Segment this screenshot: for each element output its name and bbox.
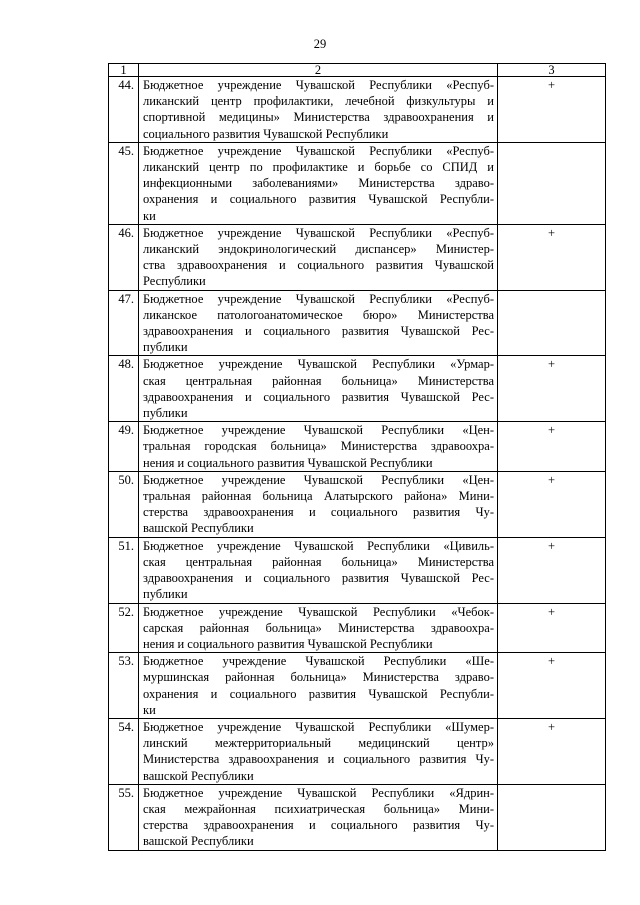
table-row xyxy=(109,784,606,850)
institution-name-line: публики xyxy=(143,340,188,355)
institution-name-line: Бюджетное учреждение Чувашской Республики «Респуб- xyxy=(143,143,494,158)
institution-name-line: ликанское патологоанатомическое бюро» Министерства xyxy=(143,307,494,322)
institution-name-line: ликанский центр профилактики, лечебной физкультуры и xyxy=(143,94,494,109)
row-mark: + xyxy=(498,356,606,422)
institution-name-line: нения и социального развития Чувашской Республики xyxy=(143,636,433,651)
row-number: 48. xyxy=(109,356,139,422)
institution-name-line: ликанский эндокринологический диспансер» Министер- xyxy=(143,242,494,257)
institution-name xyxy=(139,356,498,422)
row-mark xyxy=(498,290,606,356)
institution-name-line: линский межтерриториальный медицинский центр» xyxy=(143,736,494,751)
row-number: 49. xyxy=(109,422,139,472)
row-mark: + xyxy=(498,537,606,603)
institution-name xyxy=(139,784,498,850)
institution-name-line: Бюджетное учреждение Чувашской Республики «Цен- xyxy=(143,472,494,487)
institution-name-line: охранения и социального развития Чувашской Республи- xyxy=(143,686,494,701)
institution-name xyxy=(139,142,498,224)
institution-name-line: охранения и социального развития Чувашской Республи- xyxy=(143,192,494,207)
table-row xyxy=(109,290,606,356)
header-col-1: 1 xyxy=(109,64,139,77)
institution-name-line: Бюджетное учреждение Чувашской Республики «Урмар- xyxy=(143,357,494,372)
institution-name-line: стерства здравоохранения и социального развития Чу- xyxy=(143,818,494,833)
institution-name-line: вашской Республики xyxy=(143,768,254,783)
institution-name-line: ская межрайонная психиатрическая больница» Мини- xyxy=(143,801,494,816)
table-header-row xyxy=(109,64,606,77)
table-row xyxy=(109,471,606,537)
institution-name-line: социального развития Чувашской Республики xyxy=(143,126,389,141)
institution-name-line: нения и социального развития Чувашской Республики xyxy=(143,455,433,470)
table-row xyxy=(109,224,606,290)
institution-name-line: Бюджетное учреждение Чувашской Республики «Ше- xyxy=(143,654,494,669)
row-mark xyxy=(498,142,606,224)
row-number: 52. xyxy=(109,603,139,653)
institution-name-line: сарская районная больница» Министерства здравоохра- xyxy=(143,620,494,635)
institution-name xyxy=(139,77,498,143)
institutions-table xyxy=(108,63,606,851)
table-row xyxy=(109,356,606,422)
row-number: 54. xyxy=(109,718,139,784)
institution-name-line: Бюджетное учреждение Чувашской Республики «Цивиль- xyxy=(143,538,494,553)
institution-name xyxy=(139,603,498,653)
institution-name xyxy=(139,290,498,356)
institution-name xyxy=(139,224,498,290)
institution-name-line: Бюджетное учреждение Чувашской Республики «Шумер- xyxy=(143,719,494,734)
institution-name-line: публики xyxy=(143,406,188,421)
row-number: 51. xyxy=(109,537,139,603)
institution-name xyxy=(139,718,498,784)
table-row xyxy=(109,603,606,653)
institution-name-line: здравоохранения и социального развития Чувашской Рес- xyxy=(143,389,494,404)
row-number: 55. xyxy=(109,784,139,850)
institution-name-line: ки xyxy=(143,702,156,717)
row-number: 53. xyxy=(109,653,139,719)
row-mark: + xyxy=(498,471,606,537)
institution-name-line: ки xyxy=(143,208,156,223)
header-col-2: 2 xyxy=(139,64,498,77)
row-mark: + xyxy=(498,603,606,653)
institution-name-line: спортивной медицины» Министерства здравоохранения и xyxy=(143,110,494,125)
institution-name-line: ликанский центр по профилактике и борьбе со СПИД и xyxy=(143,160,494,175)
row-number: 46. xyxy=(109,224,139,290)
institution-name xyxy=(139,422,498,472)
institution-name-line: публики xyxy=(143,587,188,602)
row-mark: + xyxy=(498,718,606,784)
institution-name-line: тральная районная больница Алатырского района» Мини- xyxy=(143,489,494,504)
table-row xyxy=(109,537,606,603)
institution-name xyxy=(139,653,498,719)
institution-name-line: ская центральная районная больница» Министерства xyxy=(143,554,494,569)
table-row xyxy=(109,718,606,784)
row-number: 44. xyxy=(109,77,139,143)
row-mark: + xyxy=(498,653,606,719)
institution-name-line: Бюджетное учреждение Чувашской Республики «Чебок- xyxy=(143,604,494,619)
institution-name-line: инфекционными заболеваниями» Министерства здраво- xyxy=(143,176,494,191)
institution-name-line: Министерства здравоохранения и социального развития Чу- xyxy=(143,752,494,767)
row-mark xyxy=(498,784,606,850)
institution-name-line: вашской Республики xyxy=(143,521,254,536)
row-number: 45. xyxy=(109,142,139,224)
institution-name-line: Бюджетное учреждение Чувашской Республики «Цен- xyxy=(143,423,494,438)
institution-name-line: вашской Республики xyxy=(143,834,254,849)
institution-name xyxy=(139,471,498,537)
table-row xyxy=(109,653,606,719)
institution-name-line: ства здравоохранения и социального развития Чувашской xyxy=(143,258,494,273)
header-col-3: 3 xyxy=(498,64,606,77)
institution-name-line: тральная городская больница» Министерства здравоохра- xyxy=(143,439,494,454)
institution-name-line: Бюджетное учреждение Чувашской Республики «Респуб- xyxy=(143,291,494,306)
row-number: 47. xyxy=(109,290,139,356)
table-body xyxy=(109,77,606,851)
institution-name-line: Бюджетное учреждение Чувашской Республики «Ядрин- xyxy=(143,785,494,800)
table-row xyxy=(109,422,606,472)
institution-name-line: здравоохранения и социального развития Чувашской Рес- xyxy=(143,571,494,586)
row-mark: + xyxy=(498,422,606,472)
table-row xyxy=(109,142,606,224)
row-mark: + xyxy=(498,77,606,143)
institution-name-line: Бюджетное учреждение Чувашской Республики «Респуб- xyxy=(143,225,494,240)
institution-name-line: Бюджетное учреждение Чувашской Республики «Респуб- xyxy=(143,78,494,92)
institution-name-line: стерства здравоохранения и социального развития Чу- xyxy=(143,505,494,520)
row-number: 50. xyxy=(109,471,139,537)
institution-name-line: муршинская районная больница» Министерства здраво- xyxy=(143,670,494,685)
institution-name-line: Республики xyxy=(143,274,206,289)
table-row xyxy=(109,77,606,143)
row-mark: + xyxy=(498,224,606,290)
institution-name-line: здравоохранения и социального развития Чувашской Рес- xyxy=(143,324,494,339)
institution-name xyxy=(139,537,498,603)
page-number: 29 xyxy=(313,37,327,51)
institution-name-line: ская центральная районная больница» Министерства xyxy=(143,373,494,388)
